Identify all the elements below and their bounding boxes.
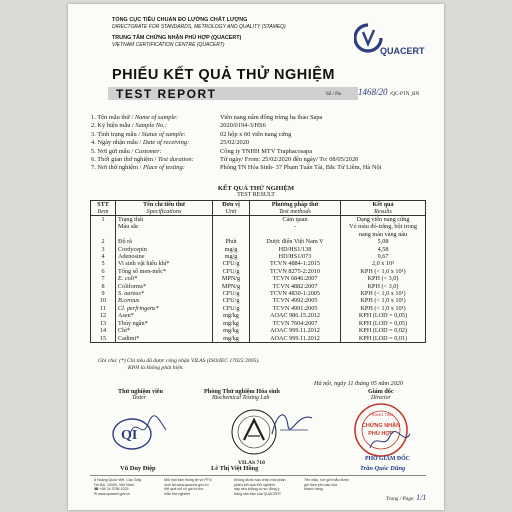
footer-text: ☎ +84 24 3756 1025 [94, 487, 129, 492]
cell-unit: mg/kg [213, 312, 250, 319]
cell-method: TCVN 4884-1:2015 [250, 260, 341, 267]
cell-result: KPH (< 1,0 x 10¹) [341, 297, 426, 304]
cell-spec: B.cereus [116, 297, 213, 304]
cell-result: KPH (LOD = 0,05) [341, 320, 426, 327]
tester-title: Thử nghiệm viên [118, 388, 163, 395]
results-heading-en: TEST RESULT [237, 192, 275, 198]
org-name-en: DIRECTORATE FOR STANDARDS, METROLOGY AND QUALITY (STAMEQ) [112, 24, 286, 30]
cell-stt: 5 [91, 260, 116, 267]
report-title-vn: PHIẾU KẾT QUẢ THỬ NGHIỆM [112, 67, 336, 83]
table-row [91, 327, 426, 334]
cell-unit: mg/kg [213, 335, 250, 343]
cell-unit: CFU/g [213, 297, 250, 304]
lab-head-name: Lê Thị Việt Hồng [211, 465, 259, 472]
cell-stt: 4 [91, 253, 116, 260]
cell-stt: 7 [91, 275, 116, 282]
cell-stt: 10 [91, 297, 116, 304]
info-label: 2. Ký hiệu mẫu / Sample No.: [91, 122, 167, 130]
info-label: 5. Nơi gửi mẫu / Customer: [91, 147, 162, 155]
footer-text: mẫu thử nghiệm [164, 491, 191, 496]
cell-stt [91, 231, 116, 238]
footer-text: Mỗi một bản thông tin về PTN [164, 478, 212, 482]
info-value: 2020/0194-3/HS6 [220, 122, 266, 130]
table-row [91, 312, 426, 319]
cell-spec: Cadimi* [116, 335, 213, 343]
info-value: Từ ngày/ From: 25/02/2020 đến ngày/ To: 08/05/2020 [220, 156, 359, 163]
info-label: 7. Nơi thử nghiệm / Place of testing: [91, 164, 185, 172]
svg-text:PHÙ HỢP: PHÙ HỢP [368, 431, 394, 437]
cell-stt: 11 [91, 305, 116, 312]
cell-stt: 13 [91, 320, 116, 327]
center-name-vn: TRUNG TÂM CHỨNG NHẬN PHÙ HỢP (QUACERT) [112, 35, 242, 41]
cell-method: - [250, 223, 341, 230]
cell-spec: Cordycepin [116, 246, 213, 253]
logo-text: QUACERT [380, 46, 425, 56]
svg-text:TRUNG TÂM: TRUNG TÂM [369, 412, 393, 417]
cell-method: HD/HS1/138 [250, 246, 341, 253]
cell-unit [213, 223, 250, 230]
col-header-spec: Tên chỉ tiêu thử Specifications [116, 201, 213, 216]
footer-text: Kết quả chỉ có giá trị cho [164, 487, 204, 492]
page-number-handwritten: 1/1 [416, 493, 427, 502]
cell-spec: Chì* [116, 327, 213, 334]
table-row [91, 297, 426, 304]
cell-result: 2,0 x 10³ [341, 260, 426, 267]
cell-spec: Màu sắc [116, 223, 213, 230]
lab-title: Phòng Thử nghiệm Hóa sinh [204, 388, 280, 395]
table-row [91, 335, 426, 343]
cell-spec: Vi sinh vật hiếu khí* [116, 260, 213, 267]
director-signature-icon [368, 428, 412, 454]
cell-spec: Trạng thái [116, 216, 213, 224]
note-vilas: Ghi chú: (*) Chỉ tiêu đã được công nhận VILAS (ISO/IEC 17025:2005). [98, 358, 260, 364]
footer-divider [90, 475, 426, 476]
results-table [90, 200, 426, 343]
info-label: 4. Ngày nhận mẫu / Date of receiving: [91, 139, 190, 147]
svg-text:CHỨNG NHẬN: CHỨNG NHẬN [361, 423, 401, 429]
tester-name: Vũ Duy Điệp [120, 465, 156, 472]
page-label: Trang / Page: 1/1 [386, 493, 427, 502]
cell-result: 0,67 [341, 253, 426, 260]
cell-method: Cảm quan [250, 216, 341, 224]
footer-text: khách hàng [304, 487, 323, 492]
cell-result: KPH (< 3,0) [341, 275, 426, 282]
cell-result: KPH (< 1,0 x 10¹) [341, 268, 426, 275]
cell-stt: 2 [91, 238, 116, 245]
footer-text: 8 Hoàng Quốc Việt, Cầu Giấy [94, 478, 142, 482]
info-value: 25/02/2020 [220, 139, 250, 147]
cell-result: 5,08 [341, 238, 426, 245]
cell-method: TCVN 4882:2007 [250, 283, 341, 290]
cell-result: KPH (LOD = 0,05) [341, 312, 426, 319]
cert-no-label: Số / No [326, 92, 342, 97]
footer-text: Tên mẫu, nơi gửi mẫu được [304, 478, 350, 482]
cell-method: TCVN 7604:2007 [250, 320, 341, 327]
cell-unit: mg/kg [213, 327, 250, 334]
table-row [91, 290, 426, 297]
info-label: 1. Tên mẫu thử / Name of sample: [91, 114, 179, 121]
col-header-result: Kết quả Results [341, 201, 426, 216]
tester-signature-icon [128, 412, 168, 442]
cell-unit: CFU/g [213, 268, 250, 275]
lab-title-en: Biochemical Testing Lab [212, 395, 270, 401]
info-label: 6. Thời gian thử nghiệm / Test duration: [91, 156, 194, 163]
quacert-logo [354, 18, 426, 58]
col-header-method: Phương pháp thử Test methods [250, 201, 341, 216]
cell-unit: CFU/g [213, 290, 250, 297]
cell-stt: 15 [91, 335, 116, 343]
cell-stt: 3 [91, 246, 116, 253]
cell-method: HD/HS1/073 [250, 253, 341, 260]
cell-spec: Tổng số men-mốc* [116, 268, 213, 275]
cell-spec: E. coli* [116, 275, 213, 282]
table-row [91, 216, 426, 224]
cell-spec: Asen* [116, 312, 213, 319]
cell-method [250, 231, 341, 238]
cell-stt: 1 [91, 216, 116, 224]
cell-method: TCVN 4991:2005 [250, 305, 341, 312]
cell-result: KPH (< 1,0 x 10¹) [341, 290, 426, 297]
info-value: 02 hộp x 60 viên nang cứng [220, 130, 292, 138]
cell-spec: Cl. perfringens* [116, 305, 213, 312]
cell-unit: MPN/g [213, 275, 250, 282]
table-row [91, 320, 426, 327]
cert-no-suffix: /QC-PTN_HN [390, 92, 420, 97]
cell-stt: 9 [91, 290, 116, 297]
cell-result: KPH (< 1,0 x 10¹) [341, 305, 426, 312]
svg-text:QI: QI [121, 428, 138, 443]
footer-text: này nếu không có sự đồng ý [234, 487, 280, 492]
test-report-page [68, 4, 444, 510]
cell-stt [91, 223, 116, 230]
cell-method: Dược điển Việt Nam V [250, 238, 341, 245]
footer-text: Không được sao chép một phần [234, 478, 286, 482]
table-row [91, 238, 426, 245]
cell-result: Dạng viên nang cứng [341, 216, 426, 224]
cell-method: AOAC 999.11.2012 [250, 327, 341, 334]
cell-result: KPH (< 3,0) [341, 283, 426, 290]
tester-title-en: Tester [132, 395, 146, 401]
col-header-stt: STT Item [91, 201, 116, 216]
cert-no-handwritten: 1468/20 [358, 87, 388, 97]
results-heading-vn: KẾT QUẢ THỬ NGHIỆM [217, 185, 295, 192]
table-row [91, 253, 426, 260]
report-date: Hà nội, ngày 11 tháng 05 năm 2020 [314, 380, 403, 387]
footer-text: phiếu kết quả thử nghiệm [234, 482, 275, 487]
info-value: Phòng TN Hóa Sinh- 37 Phạm Tuấn Tài, Bắc Từ Liêm, Hà Nội [220, 164, 382, 172]
cell-spec: Thủy ngân* [116, 320, 213, 327]
table-row [91, 275, 426, 282]
cell-stt: 14 [91, 327, 116, 334]
table-row [91, 283, 426, 290]
vice-director-title: PHÓ GIÁM ĐỐC [365, 456, 410, 462]
cell-stt: 6 [91, 268, 116, 275]
cell-method: TCVN 4830-1:2005 [250, 290, 341, 297]
director-title-en: Director [371, 395, 391, 401]
cell-method: AOAC 999.11.2012 [250, 335, 341, 343]
cell-unit: mg/g [213, 253, 250, 260]
footer-text: bằng văn bản của QUACERT [234, 491, 282, 496]
footer-text: xem tại www.quacert.gov.vn [164, 482, 209, 487]
cell-spec [116, 231, 213, 238]
table-row [91, 223, 426, 230]
cell-method: TCVN 6846:2007 [250, 275, 341, 282]
table-row [91, 305, 426, 312]
cell-unit [213, 216, 250, 224]
cell-result: nang màu vàng nâu [341, 231, 426, 238]
info-value: Công ty TNHH MTV Traphacosapa [220, 147, 313, 155]
cell-unit: CFU/g [213, 260, 250, 267]
cell-stt: 8 [91, 283, 116, 290]
cell-unit: Phút [213, 238, 250, 245]
table-header-row [91, 201, 426, 216]
org-name-vn: TỔNG CỤC TIÊU CHUẨN ĐO LƯỜNG CHẤT LƯỢNG [112, 17, 248, 23]
info-label: 3. Tình trạng mẫu / Status of sample: [91, 130, 186, 138]
cell-result: 4,58 [341, 246, 426, 253]
cell-result: Vỏ màu đỏ-trắng, bột trong [341, 223, 426, 230]
note-kph: KPH là không phát hiện. [128, 365, 184, 371]
cell-unit: MPN/g [213, 283, 250, 290]
cell-spec: Adenosine [116, 253, 213, 260]
cell-spec: Độ rã [116, 238, 213, 245]
cell-unit [213, 231, 250, 238]
report-title-en: TEST REPORT [116, 87, 217, 101]
cell-spec: Coliforms* [116, 283, 213, 290]
cell-method: AOAC 986.15.2012 [250, 312, 341, 319]
col-header-unit: Đơn vị Unit [213, 201, 250, 216]
cell-method: TCVN 8275-2:2010 [250, 268, 341, 275]
vilas-label: VILAS 710 [238, 460, 265, 466]
cell-unit: CFU/g [213, 305, 250, 312]
center-name-en: VIETNAM CERTIFICATION CENTRE (QUACERT) [112, 42, 225, 48]
footer-text: ✉ www.quacert.gov.vn [94, 491, 130, 496]
footer-text: Hà Nội, 10000, Việt Nam [94, 482, 134, 487]
footer-text: ghi theo yêu cầu của [304, 482, 338, 487]
cell-spec: S. aureus* [116, 290, 213, 297]
cell-stt: 12 [91, 312, 116, 319]
table-row [91, 260, 426, 267]
table-row [91, 268, 426, 275]
cell-result: KPH (LOD = 0,01) [341, 335, 426, 343]
lab-signature-icon [268, 404, 316, 444]
cell-result: KPH (LOD = 0,02) [341, 327, 426, 334]
table-row [91, 231, 426, 238]
table-row [91, 246, 426, 253]
info-value: Viên nang nấm đông trùng hạ thảo Sapa [220, 114, 323, 121]
cell-unit: mg/g [213, 246, 250, 253]
cell-unit: mg/kg [213, 320, 250, 327]
director-title: Giám đốc [368, 388, 394, 395]
director-name: Trần Quốc Dũng [360, 465, 406, 472]
cell-method: TCVN 4992:2005 [250, 297, 341, 304]
